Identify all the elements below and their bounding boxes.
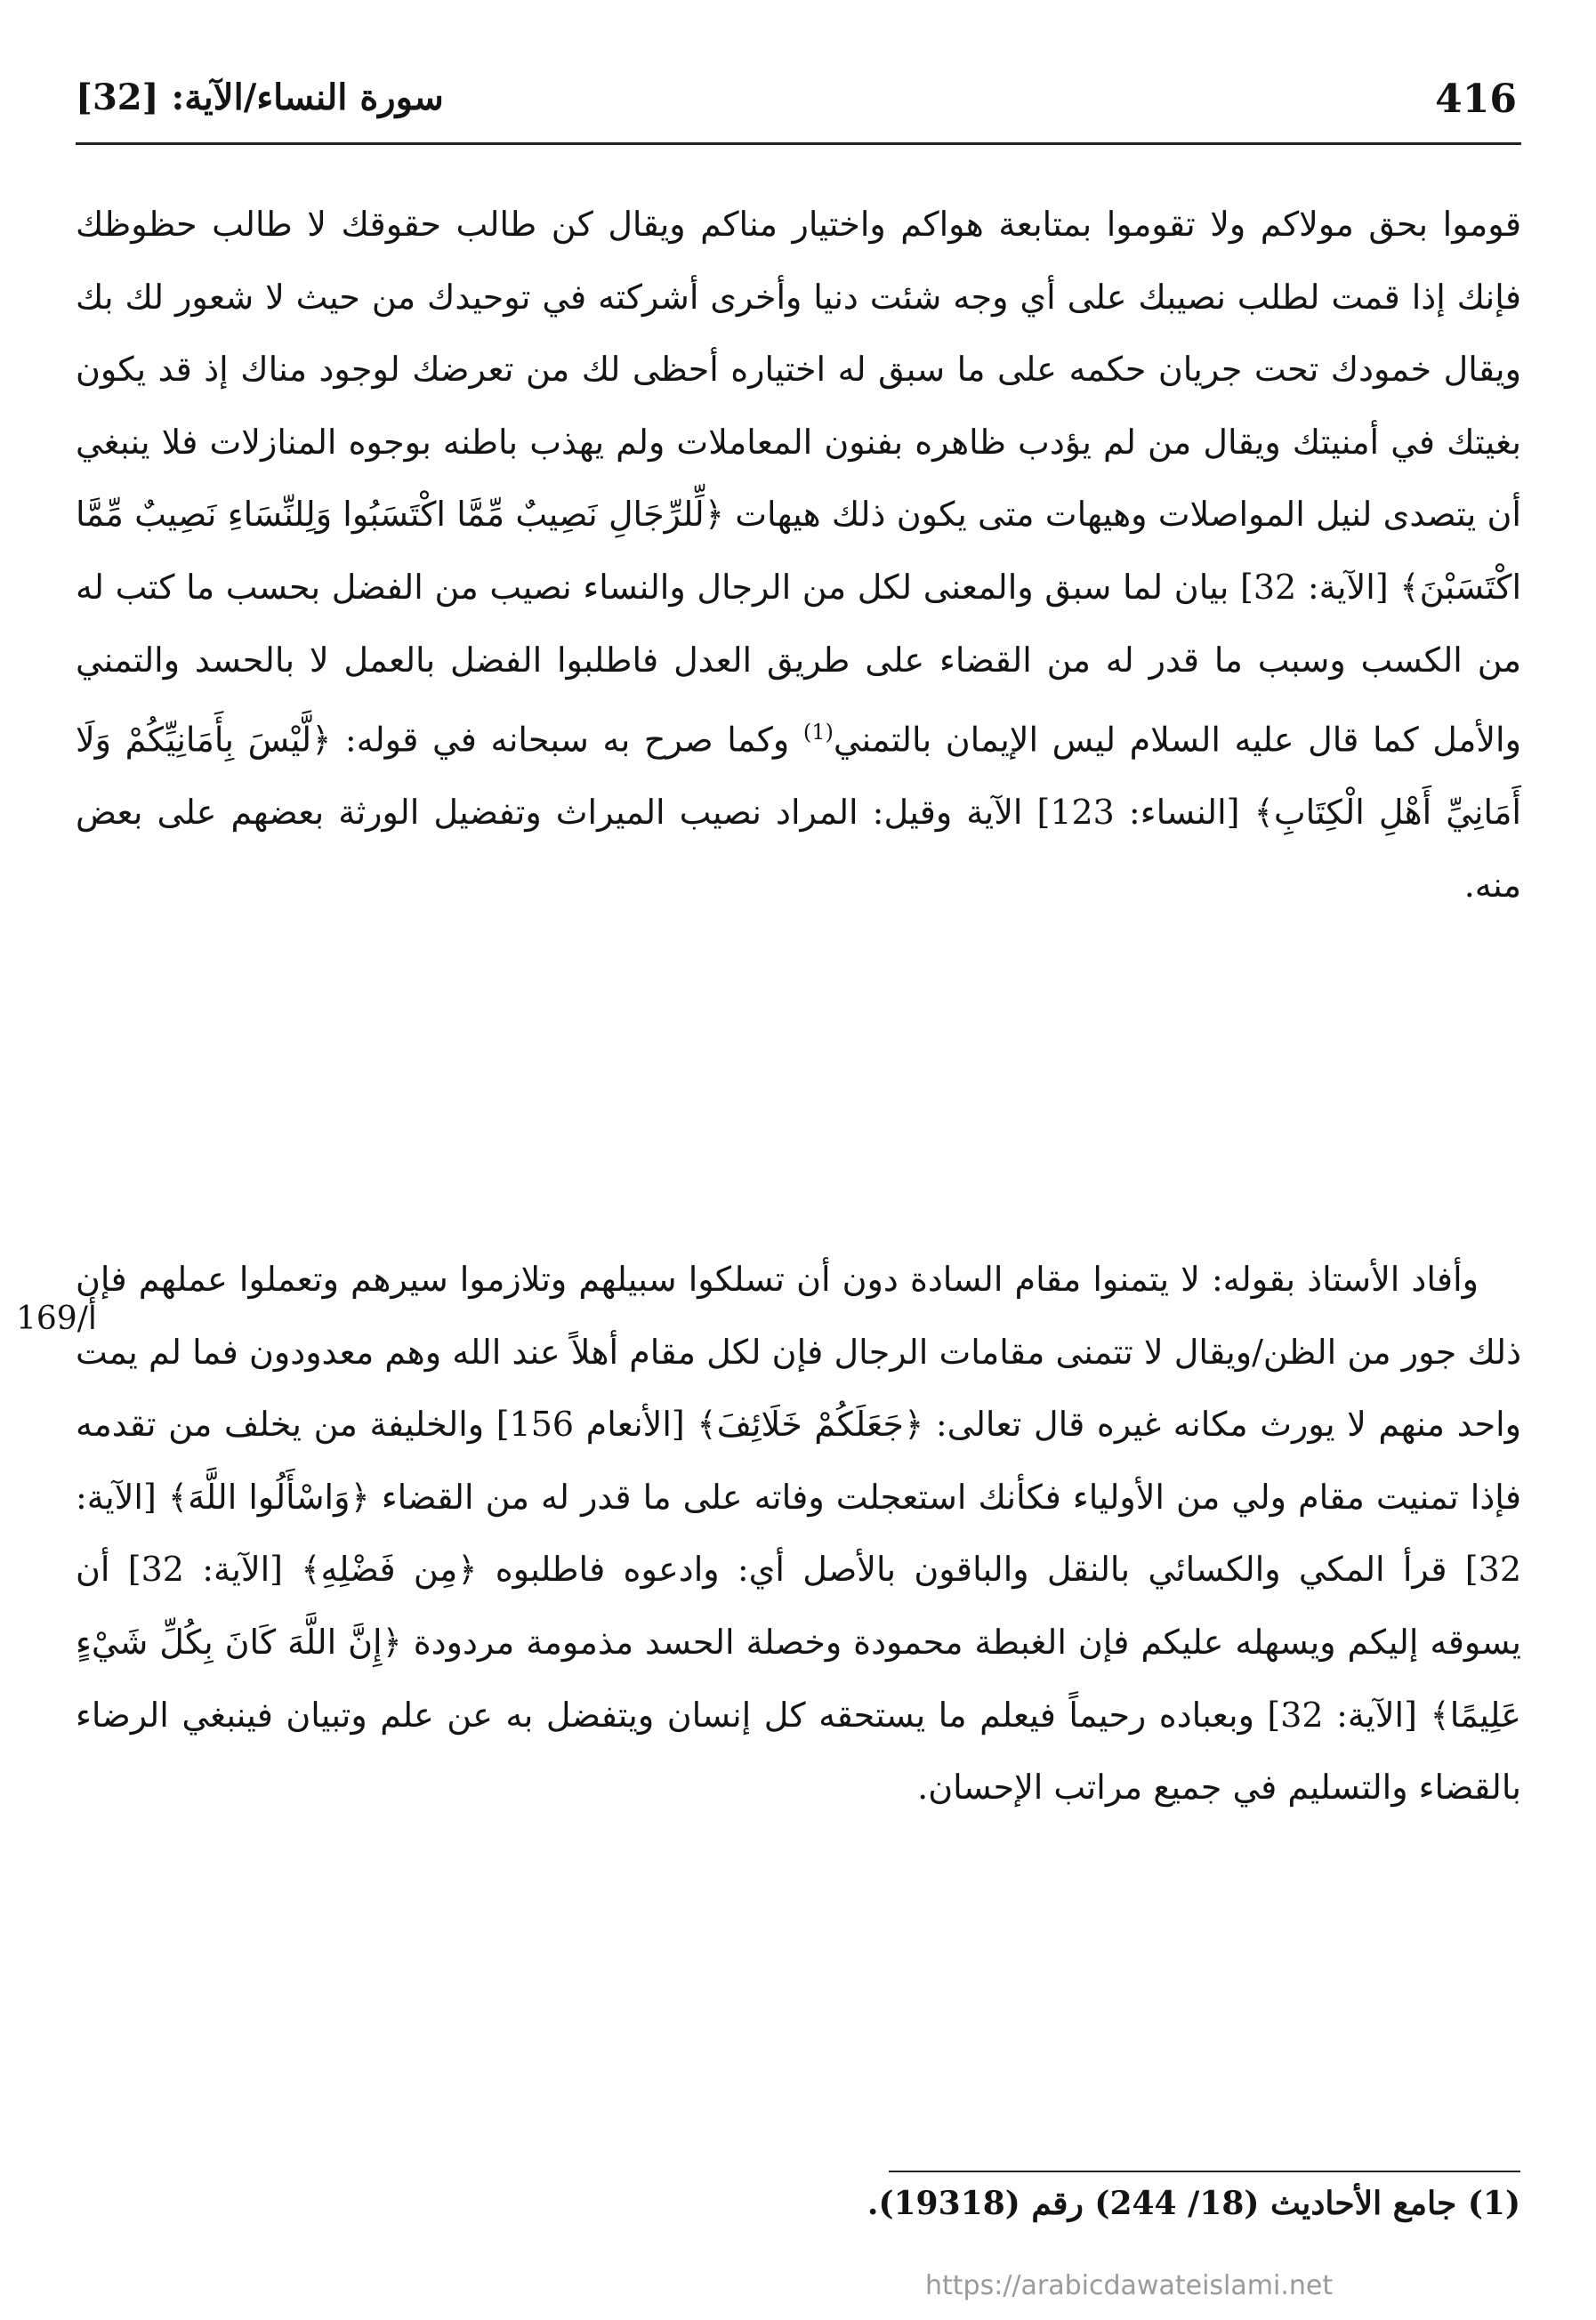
paragraph-1	[76, 189, 1521, 922]
text-segment: [الآية: 32] وبعباده رحيماً فيعلم ما يستحقه كل إنسان ويتفضل به عن علم وتبيان فينبغي الرضاء بالقضاء والتسليم في جميع مراتب الإحسان.	[76, 1695, 1521, 1808]
quran-verse: ﴿إِنَّ اللَّهَ كَانَ بِكُلِّ شَيْءٍ عَلِيمًا﴾	[76, 1622, 1521, 1735]
surah-verse-label: سورة النساء/الآية: [32]	[76, 77, 444, 118]
text-segment: قوموا بحق مولاكم ولا تقوموا بمتابعة هواكم واختيار مناكم ويقال كن طالب حقوقك لا طالب حظوظك فإنك إذا قمت لطلب نصيبك على أي وجه شئت دنيا وأخرى أشركته في توحيدك من حيث لا شعور لك بك ويقال خمودك تحت جريان حكمه على ما سبق له اختياره أحظى لك من تعرضك لوجود مناك إذ قد يكون بغيتك في أمنيتك ويقال من لم يؤدب ظاهره بفنون المعاملات ولم يهذب باطنه بوجوه المنازلات فلا ينبغي أن يتصدى لنيل المواصلات وهيهات متى يكون ذلك هيهات	[76, 205, 1521, 535]
footnote-divider	[889, 2171, 1520, 2172]
footnote: (1) جامع الأحاديث (18/ 244) رقم (19318).	[867, 2185, 1520, 2222]
text-segment: [الأنعام 156] والخليفة من يخلف من تقدمه فإذا تمنيت مقام ولي من الأولياء فكأنك استعجلت وفاته على ما قدر له من القضاء	[76, 1405, 1521, 1517]
text-segment: وكما صرح به سبحانه في قوله:	[344, 720, 790, 760]
quran-verse: ﴿جَعَلَكُمْ خَلَائِفَ﴾	[697, 1405, 924, 1445]
manuscript-folio-note: 169/أ	[16, 1301, 97, 1337]
footnote-marker: (1)	[802, 720, 834, 745]
header-divider	[76, 142, 1521, 145]
text-segment: [الآية: 32] قرأ المكي والكسائي بالنقل والباقون بالأصل أي: وادعوه فاطلبوه	[76, 1477, 1521, 1590]
quran-verse: ﴿لِّلرِّجَالِ نَصِيبٌ مِّمَّا اكْتَسَبُوا وَلِلنِّسَاءِ نَصِيبٌ مِّمَّا اكْتَسَبْنَ﴾	[76, 495, 1522, 607]
text-segment: [الآية: 32] أن يسوقه إليكم ويسهله عليكم فإن الغبطة محمودة وخصلة الحسد مذمومة مردودة	[76, 1550, 1521, 1662]
text-segment: [النساء: 123] الآية وقيل: المراد نصيب الميراث وتفضيل الورثة بعضهم على بعض منه.	[76, 793, 1521, 905]
paragraph-2	[76, 1244, 1521, 1825]
watermark-url: https://arabicdawateislami.net	[925, 2270, 1334, 2301]
text-segment: [الآية: 32] بيان لما سبق والمعنى لكل من الرجال والنساء نصيب من الفضل بحسب ما كتب له من الكسب وسبب ما قدر له من القضاء على طريق العدل فاطلبوا الفضل بالعمل لا بالحسد والتمني والأمل كما قال عليه السلام ليس الإيمان بالتمني	[76, 567, 1521, 760]
page-number: 416	[1435, 77, 1517, 122]
text-segment: وأفاد الأستاذ بقوله: لا يتمنوا مقام السادة دون أن تسلكوا سبيلهم وتلازموا سيرهم وتعملوا عملهم فإن ذلك جور من الظن/ويقال لا تتمنى مقامات الرجال فإن لكل مقام أهلاً عند الله وهم معدودون فما لم يمت واحد منهم لا يورث مكانه غيره قال تعالى:	[76, 1260, 1521, 1445]
page-header	[76, 69, 1517, 141]
quran-verse: ﴿مِن فَضْلِهِ﴾	[301, 1550, 478, 1590]
quran-verse: ﴿وَاسْأَلُوا اللَّهَ﴾	[167, 1477, 370, 1517]
quran-verse: ﴿لَّيْسَ بِأَمَانِيِّكُمْ وَلَا أَمَانِيِّ أَهْلِ الْكِتَابِ﴾	[76, 720, 1521, 833]
